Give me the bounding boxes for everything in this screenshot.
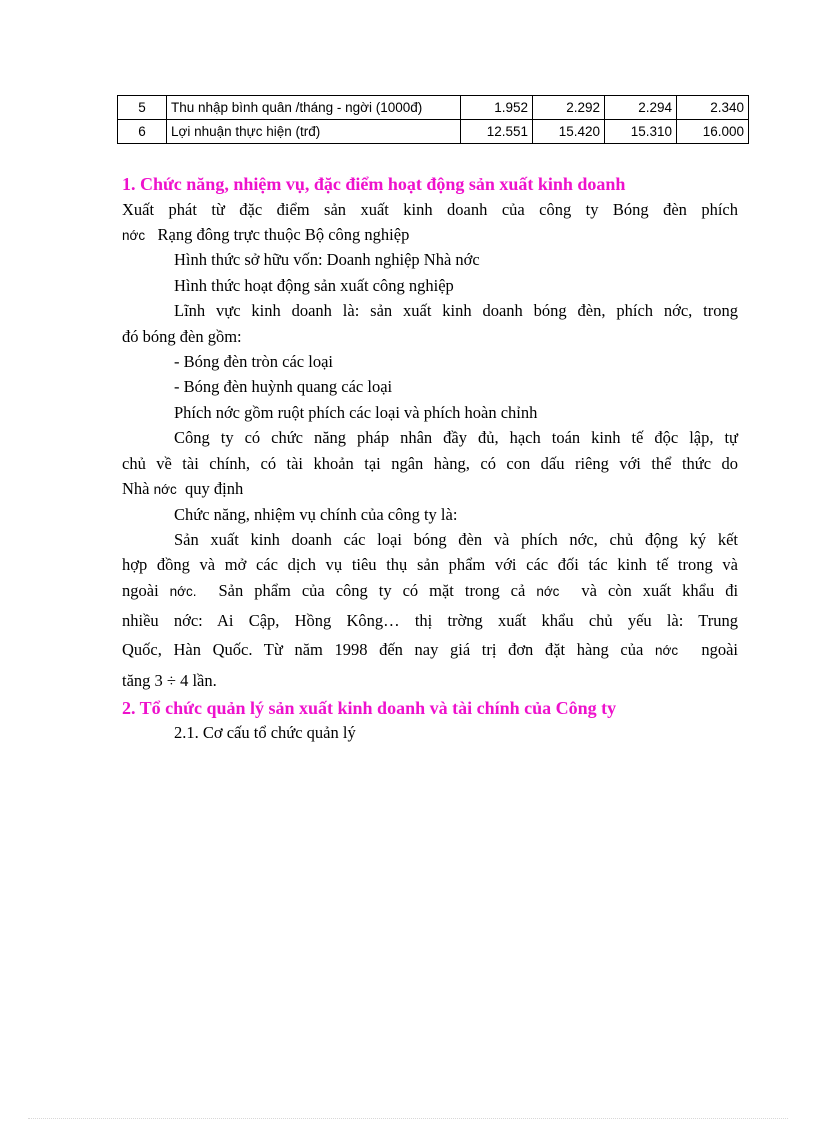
- paragraph-line: đó bóng đèn gồm:: [122, 327, 242, 346]
- statistics-table: [117, 95, 749, 144]
- paragraph-line: nhiều nớc: Ai Cập, Hồng Kông… thị trờng xuất khẩu chủ yếu là: Trung: [122, 611, 738, 630]
- inline-word: nớc: [654, 643, 679, 658]
- row-value: 2.340: [677, 96, 749, 120]
- inline-text: và còn xuất khẩu đi: [581, 581, 739, 600]
- inline-text: ngoài: [701, 640, 739, 659]
- paragraph-line: hợp đồng và mở các dịch vụ tiêu thụ sản phẩm với các đối tác kinh tế trong và: [122, 555, 738, 574]
- paragraph-line: Công ty có chức năng pháp nhân đầy đủ, hạch toán kinh tế độc lập, tự: [174, 428, 738, 447]
- inline-text: quy định: [185, 479, 244, 498]
- row-value: 12.551: [461, 120, 533, 144]
- row-description: Lợi nhuận thực hiện (trđ): [167, 120, 461, 144]
- page-footer-divider: [28, 1118, 788, 1119]
- paragraph-line: tăng 3 ÷ 4 lần.: [122, 671, 217, 690]
- paragraph-line: Lĩnh vực kinh doanh là: sản xuất kinh doanh bóng đèn, phích nớc, trong: [174, 301, 738, 320]
- paragraph-line: Xuất phát từ đặc điểm sản xuất kinh doanh của công ty Bóng đèn phích: [122, 200, 738, 219]
- paragraph-line: [122, 640, 738, 660]
- subsection-title: 2.1. Cơ cấu tổ chức quản lý: [174, 723, 356, 742]
- inline-word: nớc: [536, 584, 560, 599]
- section-2-heading: 2. Tổ chức quản lý sản xuất kinh doanh và tài chính của Công ty: [122, 698, 617, 718]
- row-value: 16.000: [677, 120, 749, 144]
- paragraph-line: Chức năng, nhiệm vụ chính của công ty là:: [174, 505, 458, 524]
- row-value: 15.420: [533, 120, 605, 144]
- paragraph-line: Sản xuất kinh doanh các loại bóng đèn và phích nớc, chủ động ký kết: [174, 530, 738, 549]
- inline-text: Rạng đông trực thuộc Bộ công nghiệp: [157, 225, 410, 244]
- section-1-heading: 1. Chức năng, nhiệm vụ, đặc điểm hoạt động sản xuất kinh doanh: [122, 174, 626, 194]
- table-row: [118, 120, 749, 144]
- row-description: Thu nhập bình quân /tháng - ngời (1000đ): [167, 96, 461, 120]
- paragraph-line: chủ về tài chính, có tài khoản tại ngân hàng, có con dấu riêng với thể thức do: [122, 454, 738, 473]
- row-number: 6: [118, 120, 167, 144]
- row-number: 5: [118, 96, 167, 120]
- paragraph-line: [122, 225, 409, 245]
- paragraph-line: [122, 581, 738, 601]
- row-value: 2.292: [533, 96, 605, 120]
- inline-text: Quốc, Hàn Quốc. Từ năm 1998 đến nay giá trị đơn đặt hàng của: [122, 640, 644, 659]
- row-value: 1.952: [461, 96, 533, 120]
- table-row: [118, 96, 749, 120]
- inline-word: nớc: [153, 482, 177, 497]
- paragraph-line: Hình thức sở hữu vốn: Doanh nghiệp Nhà nớc: [174, 250, 480, 269]
- row-value: 15.310: [605, 120, 677, 144]
- bullet-item: - Bóng đèn huỳnh quang các loại: [174, 377, 393, 396]
- inline-text: Nhà: [122, 479, 150, 498]
- row-value: 2.294: [605, 96, 677, 120]
- inline-word: nớc: [122, 228, 146, 243]
- paragraph-line: Hình thức hoạt động sản xuất công nghiệp: [174, 276, 454, 295]
- paragraph-line: Phích nớc gồm ruột phích các loại và phích hoàn chỉnh: [174, 403, 538, 422]
- bullet-item: - Bóng đèn tròn các loại: [174, 352, 333, 371]
- inline-text: ngoài: [122, 581, 159, 600]
- inline-word: nớc.: [169, 584, 197, 599]
- inline-text: Sản phẩm của công ty có mặt trong cả: [218, 581, 526, 600]
- paragraph-line: [122, 479, 243, 499]
